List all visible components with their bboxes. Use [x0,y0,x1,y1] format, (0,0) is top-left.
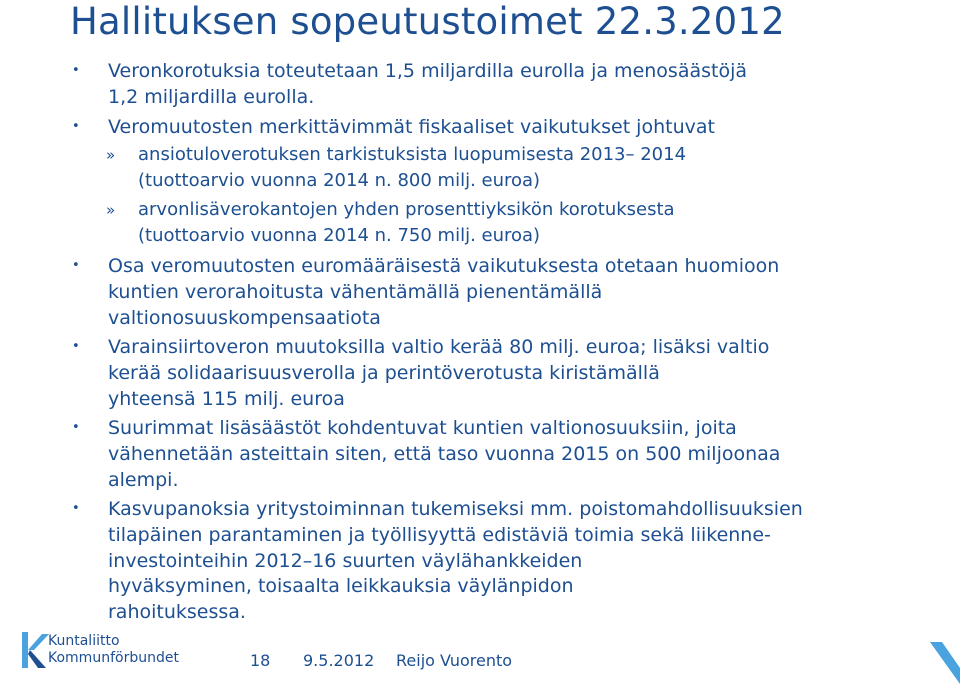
logo-text-line1: Kuntaliitto [48,633,120,649]
bullet-text-line: investointeihin 2012–16 suurten väylähankkeiden [108,550,583,572]
bullet-text-line: ansiotuloverotuksen tarkistuksista luopumisesta 2013– 2014 [138,144,687,165]
bullet-marker: • [72,501,80,516]
sub-bullet-marker: » [106,201,116,219]
page-number: 18 [250,651,271,670]
bullet-text-line: hyväksyminen, toisaalta leikkauksia väylänpidon [108,575,574,597]
bullet-text-line: alempi. [108,469,179,491]
sub-bullet-marker: » [106,146,116,164]
footer-author: Reijo Vuorento [396,651,513,670]
bullet-text-line: rahoituksessa. [108,601,246,623]
bullet-text-line: Veronkorotuksia toteutetaan 1,5 miljardilla eurolla ja menosäästöjä [108,60,748,82]
footer-date: 9.5.2012 [303,651,375,670]
bullet-text-line: tilapäinen parantaminen ja työllisyyttä edistäviä toimia sekä liikenne- [108,524,771,546]
bullet-text-line: Varainsiirtoveron muutoksilla valtio kerää 80 milj. euroa; lisäksi valtio [108,336,770,358]
bullet-text-line: kuntien verorahoitusta vähentämällä pienentämällä [108,281,603,303]
bullet-text-line: 1,2 miljardilla eurolla. [108,86,315,108]
bullet-text-line: kerää solidaarisuusverolla ja perintöverotusta kiristämällä [108,362,660,384]
bullet-text-line: vähennetään asteittain siten, että taso vuonna 2015 on 500 miljoonaa [108,443,781,465]
bullet-text-line: valtionosuuskompensaatiota [108,307,381,329]
bullet-text-line: Kasvupanoksia yritystoiminnan tukemiseksi mm. poistomahdollisuuksien [108,498,803,520]
bullet-text-line: (tuottoarvio vuonna 2014 n. 800 milj. euroa) [138,170,541,191]
bullet-text-line: Suurimmat lisäsäästöt kohdentuvat kuntien valtionosuuksiin, joita [108,417,737,439]
bullet-text-line: Osa veromuutosten euromääräisestä vaikutuksesta otetaan huomioon [108,255,780,277]
corner-k-mark-icon [930,638,960,688]
bullet-marker: • [72,420,80,435]
logo-text-line2: Kommunförbundet [48,650,179,666]
bullet-text-line: yhteensä 115 milj. euroa [108,388,345,410]
slide-title: Hallituksen sopeutustoimet 22.3.2012 [70,0,785,43]
bullet-text-line: (tuottoarvio vuonna 2014 n. 750 milj. euroa) [138,225,541,246]
bullet-marker: • [72,258,80,273]
bullet-marker: • [72,119,80,134]
bullet-text-line: arvonlisäverokantojen yhden prosenttiyksikön korotuksesta [138,199,675,220]
bullet-marker: • [72,63,80,78]
bullet-marker: • [72,339,80,354]
bullet-text-line: Veromuutosten merkittävimmät fiskaaliset vaikutukset johtuvat [108,116,715,138]
